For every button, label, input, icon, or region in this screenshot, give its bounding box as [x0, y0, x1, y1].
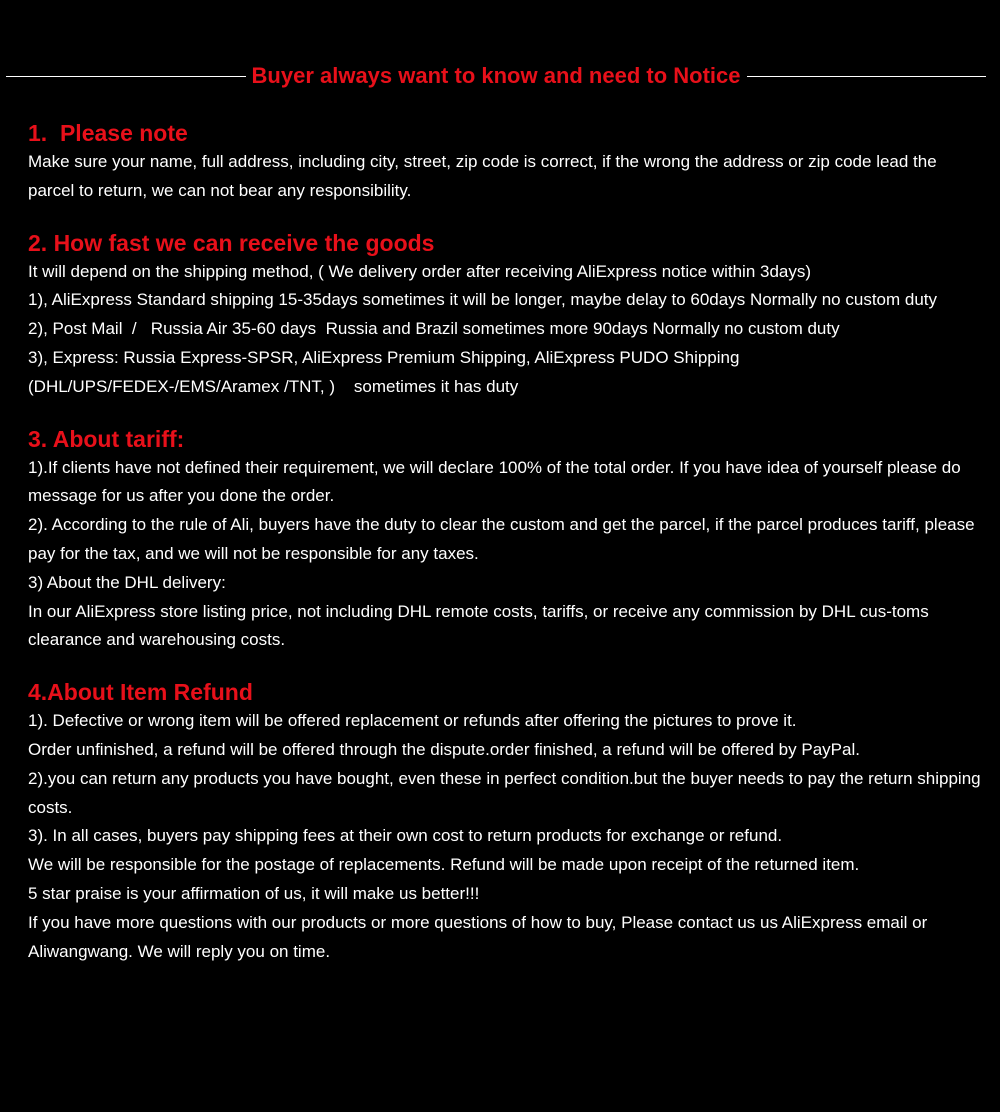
section-title: 2. How fast we can receive the goods [28, 229, 435, 256]
section-please-note [28, 118, 983, 206]
section-text: 3), Express: Russia Express-SPSR, AliExpress Premium Shipping, AliExpress PUDO Shipping (DHL/UPS/FEDEX-/EMS/Aramex /TNT, ) sometimes it has duty [28, 347, 749, 396]
section-text: If you have more questions with our products or more questions of how to buy, Please contact us us AliExpress email or Aliwangwang. We will reply you on time. [28, 912, 932, 961]
page-title: Buyer always want to know and need to Notice [251, 63, 741, 88]
section-text: We will be responsible for the postage of replacements. Refund will be made upon receipt of the returned item. [28, 855, 860, 875]
section-title: 4.About Item Refund [28, 679, 253, 706]
notice-content [28, 118, 986, 988]
section-text: Order unfinished, a refund will be offered through the dispute.order finished, a refund will be offered by PayPal. [28, 739, 860, 759]
notice-header [6, 60, 986, 92]
section-refund [28, 677, 986, 966]
section-text: 2). According to the rule of Ali, buyers have the duty to clear the custom and get the parcel, if the parcel produces tariff, please pay for the tax, and we will not be responsible for any taxes. [28, 515, 980, 563]
section-text: It will depend on the shipping method, ( We delivery order after receiving AliExpress notice within 3days) [28, 261, 812, 281]
section-text: 2).you can return any products you have bought, even these in perfect condition.but the buyer needs to pay the return shipping costs. [28, 768, 986, 817]
header-divider-right [747, 76, 987, 77]
section-text: 5 star praise is your affirmation of us, it will make us better!!! [28, 883, 480, 903]
section-text: 1).If clients have not defined their requirement, we will declare 100% of the total order. If you have idea of yourself please do message for us after you done the order. [28, 457, 966, 506]
section-text: 1). Defective or wrong item will be offered replacement or refunds after offering the pictures to prove it. [28, 711, 797, 731]
section-text: 3). In all cases, buyers pay shipping fees at their own cost to return products for exchange or refund. [28, 826, 783, 846]
section-text: 1), AliExpress Standard shipping 15-35days sometimes it will be longer, maybe delay to 60days Normally no custom duty [28, 290, 938, 310]
section-text: 3) About the DHL delivery: [28, 572, 226, 592]
section-text: In our AliExpress store listing price, not including DHL remote costs, tariffs, or receive any commission by DHL cus-toms clearance and warehousing costs. [28, 601, 934, 650]
header-divider-left [6, 76, 246, 77]
section-shipping-time [28, 228, 983, 402]
section-text: Make sure your name, full address, including city, street, zip code is correct, if the wrong the address or zip code lead the parcel to return, we can not bear any responsibility. [28, 152, 942, 200]
section-tariff [28, 424, 983, 656]
section-title: 1. Please note [28, 120, 188, 146]
section-text: 2), Post Mail / Russia Air 35-60 days Russia and Brazil sometimes more 90days Normally no custom duty [28, 319, 840, 339]
section-title: 3. About tariff: [28, 425, 185, 452]
